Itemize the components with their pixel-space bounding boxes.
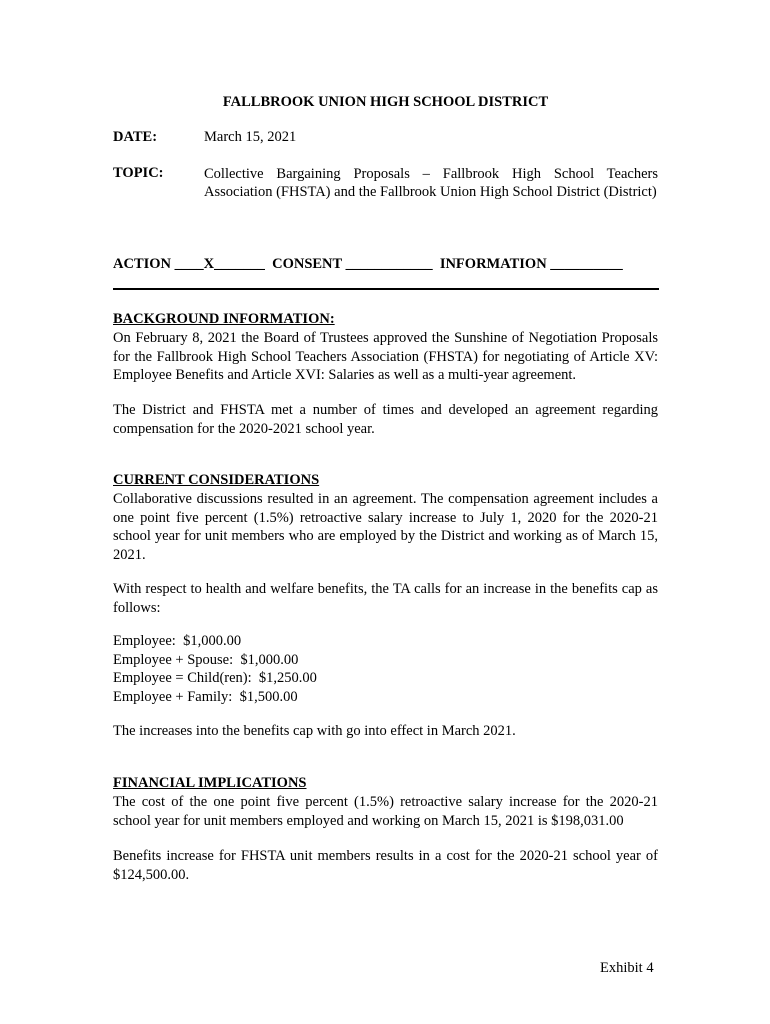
topic-value: Collective Bargaining Proposals – Fallbrook High School Teachers Association (FHSTA) and the Fallbrook Union High School District (District): [204, 166, 658, 200]
exhibit-label: Exhibit 4: [600, 960, 654, 976]
financial-heading: FINANCIAL IMPLICATIONS: [113, 775, 307, 791]
financial-paragraph-1: The cost of the one point five percent (1.5%) retroactive salary increase for the 2020-21 school year for unit members employed and working on March 15, 2021 is $198,031.00: [113, 794, 658, 829]
considerations-paragraph-1: Collaborative discussions resulted in an agreement. The compensation agreement includes a one point five percent (1.5%) retroactive salary increase to July 1, 2020 for the 2020-21 school year for unit members who are employed by the District and working as of March 15, 2021.: [113, 491, 658, 563]
list-item: Employee + Spouse: $1,000.00: [113, 651, 299, 668]
list-item: Employee: $1,000.00: [113, 633, 242, 649]
date-label: DATE:: [113, 129, 158, 145]
benefits-cap-list: [113, 632, 317, 706]
considerations-heading: CURRENT CONSIDERATIONS: [113, 472, 320, 488]
background-paragraph-1: On February 8, 2021 the Board of Trustees approved the Sunshine of Negotiation Proposals for the Fallbrook High School Teachers Association (FHSTA) for negotiating of Article XV: Employee Benefits and Article XVI: Salaries as well as a multi-year agreement.: [113, 330, 658, 383]
action-consent-information-line: ACTION ____X_______ CONSENT ____________ INFORMATION __________: [113, 256, 623, 272]
document-title: FALLBROOK UNION HIGH SCHOOL DISTRICT: [222, 94, 549, 110]
considerations-paragraph-2: With respect to health and welfare benefits, the TA calls for an increase in the benefits cap as follows:: [113, 581, 658, 616]
list-item: Employee = Child(ren): $1,250.00: [113, 670, 317, 686]
header-divider: [113, 288, 659, 290]
background-paragraph-2: The District and FHSTA met a number of times and developed an agreement regarding compensation for the 2020-2021 school year.: [113, 402, 658, 437]
list-item: Employee + Family: $1,500.00: [113, 688, 298, 705]
topic-label: TOPIC:: [113, 165, 164, 181]
financial-paragraph-2: Benefits increase for FHSTA unit members results in a cost for the 2020-21 school year of $124,500.00.: [113, 848, 658, 883]
considerations-paragraph-3: The increases into the benefits cap with go into effect in March 2021.: [113, 723, 516, 739]
background-heading: BACKGROUND INFORMATION:: [113, 311, 335, 327]
date-value: March 15, 2021: [204, 129, 297, 145]
